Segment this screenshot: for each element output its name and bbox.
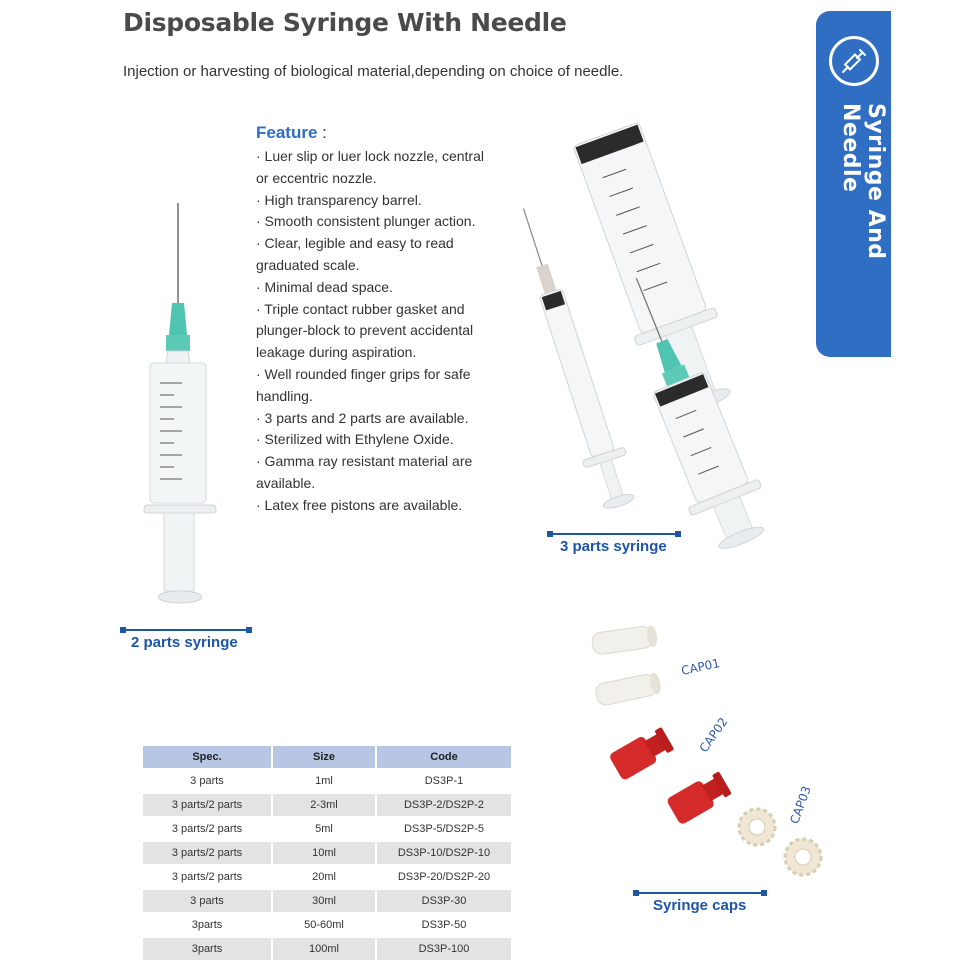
feature-list <box>256 146 486 517</box>
cell-code: DS3P-100 <box>377 938 511 960</box>
feature-item: · Sterilized with Ethylene Oxide. <box>256 431 454 448</box>
cell-size: 2-3ml <box>273 794 375 816</box>
feature-item: · Latex free pistons are available. <box>256 496 463 513</box>
header-spec: Spec. <box>143 746 271 768</box>
cell-code: DS3P-1 <box>424 775 464 787</box>
cell-size: 20ml <box>312 871 336 883</box>
feature-item: · 3 parts and 2 parts are available. <box>256 409 469 426</box>
cell-code: DS3P-50 <box>421 919 467 931</box>
side-tab-label: Syringe And Needle <box>838 103 888 260</box>
table-row <box>143 794 511 816</box>
caps-caption-rule <box>635 892 765 894</box>
category-side-tab <box>816 11 891 357</box>
cap01-label: CAP01 <box>679 656 722 678</box>
two-part-syringe-image <box>130 195 230 615</box>
feature-item: · Luer slip or luer lock nozzle, central or eccentric nozzle. <box>256 148 484 186</box>
cell-spec: 3 parts/2 parts <box>143 842 271 864</box>
cell-code: DS3P-2/DS2P-2 <box>377 794 511 816</box>
table-row <box>143 938 511 960</box>
table-row <box>143 842 511 864</box>
cell-code: DS3P-20/DS2P-20 <box>397 871 491 883</box>
three-part-syringe-image <box>500 105 800 560</box>
cell-spec: 3 parts <box>143 890 271 912</box>
cell-code: DS3P-5/DS2P-5 <box>403 823 485 835</box>
table-row <box>143 914 511 936</box>
cell-size: 5ml <box>315 823 333 835</box>
three-parts-caption-rule <box>549 533 679 535</box>
header-size: Size <box>273 746 375 768</box>
cell-code: DS3P-30 <box>377 890 511 912</box>
syringe-icon <box>829 36 879 86</box>
table-header-row <box>143 746 511 768</box>
table-row <box>143 866 511 888</box>
cell-spec: 3 parts/2 parts <box>171 871 243 883</box>
table-row <box>143 818 511 840</box>
feature-item: · Clear, legible and easy to read graduated scale. <box>256 235 454 273</box>
cap02-label: CAP02 <box>696 714 731 756</box>
cell-size: 10ml <box>273 842 375 864</box>
cell-size: 50-60ml <box>304 919 344 931</box>
two-parts-caption: 2 parts syringe <box>131 634 238 651</box>
cell-code: DS3P-10/DS2P-10 <box>377 842 511 864</box>
feature-item: · Well rounded finger grips for safe handling. <box>256 365 471 404</box>
caps-caption: Syringe caps <box>653 897 747 914</box>
cell-spec: 3 parts/2 parts <box>171 823 243 835</box>
page-subtitle: Injection or harvesting of biological material,depending on choice of needle. <box>123 63 624 80</box>
feature-item: · High transparency barrel. <box>256 191 422 208</box>
two-parts-caption-rule <box>122 629 250 631</box>
feature-item: · Smooth consistent plunger action. <box>256 213 476 230</box>
cell-size: 100ml <box>273 938 375 960</box>
cell-spec: 3parts <box>191 919 223 931</box>
feature-item: · Gamma ray resistant material are available. <box>256 453 473 491</box>
cell-spec: 3 parts/2 parts <box>143 794 271 816</box>
cell-spec: 3parts <box>143 938 271 960</box>
feature-heading <box>256 123 327 143</box>
feature-heading-text: Feature <box>256 123 318 142</box>
page-title: Disposable Syringe With Needle <box>123 8 567 37</box>
three-parts-caption: 3 parts syringe <box>560 538 667 555</box>
feature-item: · Triple contact rubber gasket and plunger-block to prevent accidental leakage during aspiration. <box>256 300 474 361</box>
table-row <box>143 890 511 912</box>
cell-spec: 3 parts <box>190 775 224 787</box>
cap03-label: CAP03 <box>787 784 814 826</box>
table-row <box>143 770 511 792</box>
header-code: Code <box>377 746 511 768</box>
spec-table <box>141 744 513 960</box>
cell-size: 30ml <box>273 890 375 912</box>
feature-heading-colon: : <box>322 123 327 142</box>
cell-size: 1ml <box>315 775 333 787</box>
feature-item: · Minimal dead space. <box>256 278 393 295</box>
